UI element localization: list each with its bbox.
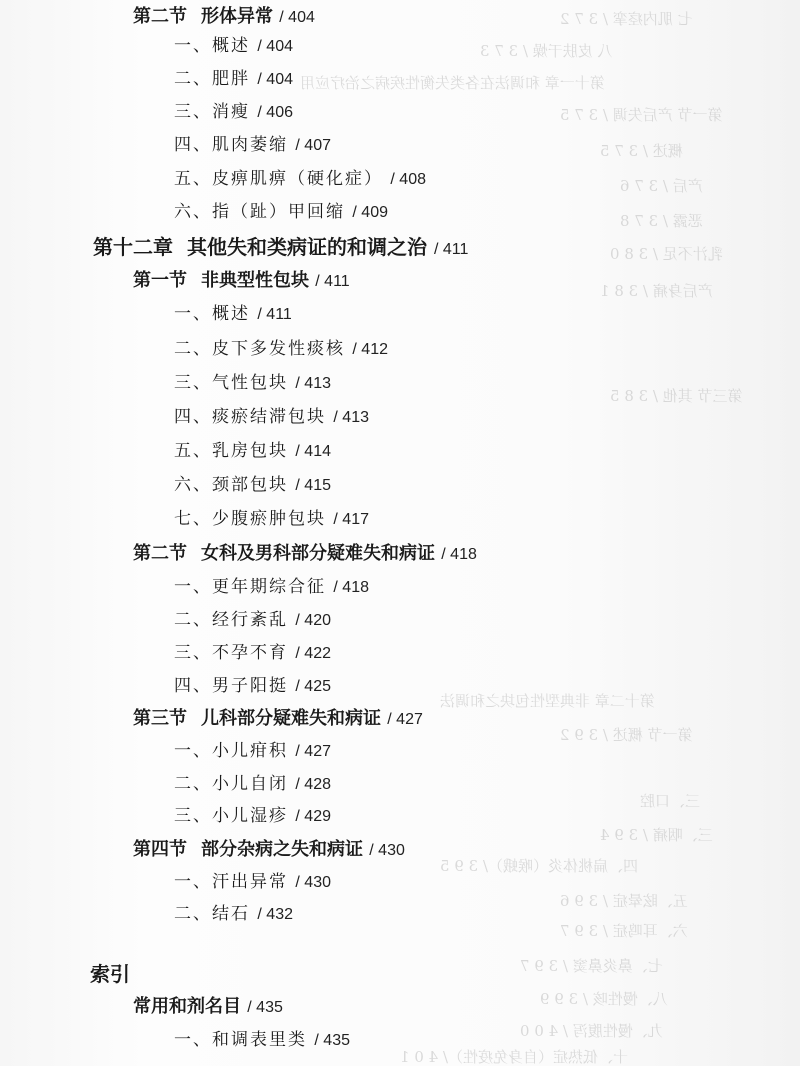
toc-section bbox=[133, 8, 315, 26]
toc-section bbox=[133, 841, 405, 859]
bleed-through: 第十二章 非典型性包块之和调法 bbox=[440, 692, 655, 710]
toc-item-title: 肌肉萎缩 bbox=[212, 135, 288, 155]
toc-item bbox=[174, 612, 331, 629]
bleed-through: 乳汁不足 / 3 8 0 bbox=[610, 245, 723, 263]
toc-item-title: 皮痹肌痹（硬化症） bbox=[212, 169, 383, 189]
toc-item bbox=[174, 38, 293, 55]
toc-section-label: 第三节 bbox=[133, 708, 187, 729]
toc-item-title: 痰瘀结滞包块 bbox=[212, 407, 326, 427]
toc-item-label: 二、 bbox=[174, 69, 212, 89]
toc-item-title: 汗出异常 bbox=[212, 872, 288, 892]
toc-item-label: 二、 bbox=[174, 774, 212, 794]
toc-item bbox=[174, 104, 293, 121]
toc-item-label: 五、 bbox=[174, 169, 212, 189]
bleed-through: 产后身痛 / 3 8 1 bbox=[600, 282, 713, 300]
bleed-through: 八 皮肤干燥 / 3 7 3 bbox=[480, 42, 613, 60]
bleed-through: 第十一章 和调法在各类失衡性疾病之治疗应用 bbox=[300, 74, 605, 92]
toc-item-title: 小儿湿疹 bbox=[212, 806, 288, 826]
toc-item-label: 二、 bbox=[174, 904, 212, 924]
toc-item bbox=[174, 204, 388, 221]
toc-item bbox=[174, 678, 331, 695]
toc-chapter-title: 其他失和类病证的和调之治 bbox=[187, 235, 427, 259]
toc-item-title: 不孕不育 bbox=[212, 643, 288, 663]
toc-item-label: 二、 bbox=[174, 610, 212, 630]
toc-item-label: 一、 bbox=[174, 304, 212, 324]
toc-page-number: / 407 bbox=[295, 137, 331, 154]
toc-item-title: 皮下多发性痰核 bbox=[212, 339, 345, 359]
bleed-through: 九、慢性腹泻 / 4 0 0 bbox=[520, 1022, 663, 1040]
toc-item-title: 男子阳挺 bbox=[212, 676, 288, 696]
toc-item-label: 三、 bbox=[174, 373, 212, 393]
toc-item-label: 二、 bbox=[174, 339, 212, 359]
toc-page-number: / 408 bbox=[390, 171, 426, 188]
toc-page-number: / 409 bbox=[352, 204, 388, 221]
bleed-through: 七 肌内痉挛 / 3 7 2 bbox=[560, 10, 693, 28]
toc-item-title: 小儿自闭 bbox=[212, 774, 288, 794]
toc-page-number: / 425 bbox=[295, 678, 331, 695]
toc-page-number: / 427 bbox=[387, 711, 423, 728]
bleed-through: 七、鼻炎鼻窦 / 3 9 7 bbox=[520, 957, 663, 975]
toc-page-number: / 406 bbox=[257, 104, 293, 121]
toc-section-title: 女科及男科部分疑难失和病证 bbox=[201, 543, 435, 564]
toc-item bbox=[174, 1032, 350, 1049]
toc-page-number: / 422 bbox=[295, 645, 331, 662]
toc-item-title: 结石 bbox=[212, 904, 250, 924]
toc-page-number: / 411 bbox=[433, 241, 469, 258]
toc-item-label: 一、 bbox=[174, 741, 212, 761]
toc-item-label: 四、 bbox=[174, 676, 212, 696]
toc-page-number: / 411 bbox=[257, 306, 292, 323]
toc-item-title: 气性包块 bbox=[212, 373, 288, 393]
bleed-through: 十、低热症（自身免疫性）/ 4 0 1 bbox=[400, 1048, 628, 1066]
toc-section-label: 第二节 bbox=[133, 6, 187, 27]
toc-item bbox=[174, 906, 293, 923]
toc-page-number: / 418 bbox=[333, 579, 369, 596]
bleed-through: 第一节 产后失调 / 3 7 5 bbox=[560, 106, 723, 124]
toc-item-label: 一、 bbox=[174, 577, 212, 597]
toc-item-title: 肥胖 bbox=[212, 69, 250, 89]
bleed-through: 第三节 其他 / 3 8 5 bbox=[610, 387, 743, 405]
toc-section-title: 部分杂病之失和病证 bbox=[201, 839, 363, 860]
toc-item-label: 四、 bbox=[174, 135, 212, 155]
toc-page-number: / 413 bbox=[295, 375, 331, 392]
toc-item-title: 乳房包块 bbox=[212, 441, 288, 461]
toc-item-title: 和调表里类 bbox=[212, 1030, 307, 1050]
toc-section-label: 第二节 bbox=[133, 543, 187, 564]
toc-item bbox=[174, 579, 369, 596]
toc-item-label: 三、 bbox=[174, 643, 212, 663]
toc-item-label: 七、 bbox=[174, 509, 212, 529]
toc-page-number: / 429 bbox=[295, 808, 331, 825]
bleed-through: 三、咽痛 / 3 9 4 bbox=[600, 826, 713, 844]
toc-page-number: / 415 bbox=[295, 477, 331, 494]
toc-section bbox=[133, 272, 350, 290]
toc-section-title: 儿科部分疑难失和病证 bbox=[201, 708, 381, 729]
toc-item bbox=[174, 645, 331, 662]
toc-page-number: / 420 bbox=[295, 612, 331, 629]
bleed-through: 产后 / 3 7 6 bbox=[620, 177, 703, 195]
toc-page-number: / 430 bbox=[369, 842, 405, 859]
toc-index-heading bbox=[90, 964, 130, 984]
toc-item-label: 一、 bbox=[174, 36, 212, 56]
toc-page-number: / 411 bbox=[315, 273, 350, 290]
toc-item bbox=[174, 409, 369, 426]
toc-item bbox=[174, 137, 331, 154]
toc-section bbox=[133, 545, 477, 563]
toc-item-label: 一、 bbox=[174, 872, 212, 892]
bleed-through: 概述 / 3 7 5 bbox=[600, 142, 683, 160]
bleed-through: 恶露 / 3 7 8 bbox=[620, 212, 703, 230]
bleed-through: 三、口腔 bbox=[640, 792, 701, 810]
toc-item bbox=[174, 743, 331, 760]
toc-page-number: / 412 bbox=[352, 341, 388, 358]
toc-section-title: 非典型性包块 bbox=[201, 270, 309, 291]
toc-item-title: 指（趾）甲回缩 bbox=[212, 202, 345, 222]
toc-page-number: / 427 bbox=[295, 743, 331, 760]
toc-item bbox=[174, 71, 293, 88]
toc-section-label: 第一节 bbox=[133, 270, 187, 291]
toc-item-title: 更年期综合征 bbox=[212, 577, 326, 597]
toc-index-title: 索引 bbox=[90, 962, 130, 986]
toc-item-label: 六、 bbox=[174, 475, 212, 495]
toc-page-number: / 432 bbox=[257, 906, 293, 923]
toc-page-number: / 417 bbox=[333, 511, 369, 528]
toc-item bbox=[174, 874, 331, 891]
toc-item-label: 六、 bbox=[174, 202, 212, 222]
toc-item bbox=[174, 776, 331, 793]
toc-item bbox=[174, 306, 292, 323]
toc-page-number: / 404 bbox=[257, 38, 293, 55]
toc-item-title: 消瘦 bbox=[212, 102, 250, 122]
toc-chapter-label: 第十二章 bbox=[93, 235, 173, 259]
bleed-through: 六、耳鸣症 / 3 9 7 bbox=[560, 922, 688, 940]
toc-page-number: / 404 bbox=[279, 9, 315, 26]
toc-page-number: / 428 bbox=[295, 776, 331, 793]
toc-section bbox=[133, 710, 423, 728]
bleed-through: 五、眩晕症 / 3 9 6 bbox=[560, 892, 688, 910]
toc-item-title: 颈部包块 bbox=[212, 475, 288, 495]
toc-page-number: / 418 bbox=[441, 546, 477, 563]
toc-item bbox=[174, 477, 331, 494]
toc-item-label: 四、 bbox=[174, 407, 212, 427]
toc-item-title: 小儿疳积 bbox=[212, 741, 288, 761]
bleed-through: 八、慢性咳 / 3 9 9 bbox=[540, 990, 668, 1008]
toc-item bbox=[174, 443, 331, 460]
toc-item-title: 概述 bbox=[212, 304, 250, 324]
toc-item bbox=[174, 808, 331, 825]
toc-section bbox=[133, 998, 283, 1016]
toc-item-title: 少腹瘀肿包块 bbox=[212, 509, 326, 529]
toc-item bbox=[174, 511, 369, 528]
toc-item-label: 一、 bbox=[174, 1030, 212, 1050]
toc-page-number: / 414 bbox=[295, 443, 331, 460]
toc-item-title: 概述 bbox=[212, 36, 250, 56]
toc-section-title: 形体异常 bbox=[201, 6, 273, 27]
toc-item bbox=[174, 375, 331, 392]
toc-item bbox=[174, 171, 426, 188]
bleed-through: 四、扁桃体炎（喉蛾）/ 3 9 5 bbox=[440, 857, 638, 875]
toc-page-number: / 404 bbox=[257, 71, 293, 88]
toc-page-number: / 435 bbox=[247, 999, 283, 1016]
toc-chapter bbox=[93, 237, 468, 258]
toc-item-label: 五、 bbox=[174, 441, 212, 461]
toc-page-number: / 435 bbox=[314, 1032, 350, 1049]
bleed-through: 第一节 概述 / 3 9 2 bbox=[560, 726, 693, 744]
toc-item-label: 三、 bbox=[174, 102, 212, 122]
toc-item-title: 经行紊乱 bbox=[212, 610, 288, 630]
toc-item-label: 三、 bbox=[174, 806, 212, 826]
toc-section-title: 常用和剂名目 bbox=[133, 996, 241, 1017]
toc-item bbox=[174, 341, 388, 358]
toc-page-number: / 430 bbox=[295, 874, 331, 891]
toc-page-number: / 413 bbox=[333, 409, 369, 426]
toc-section-label: 第四节 bbox=[133, 839, 187, 860]
